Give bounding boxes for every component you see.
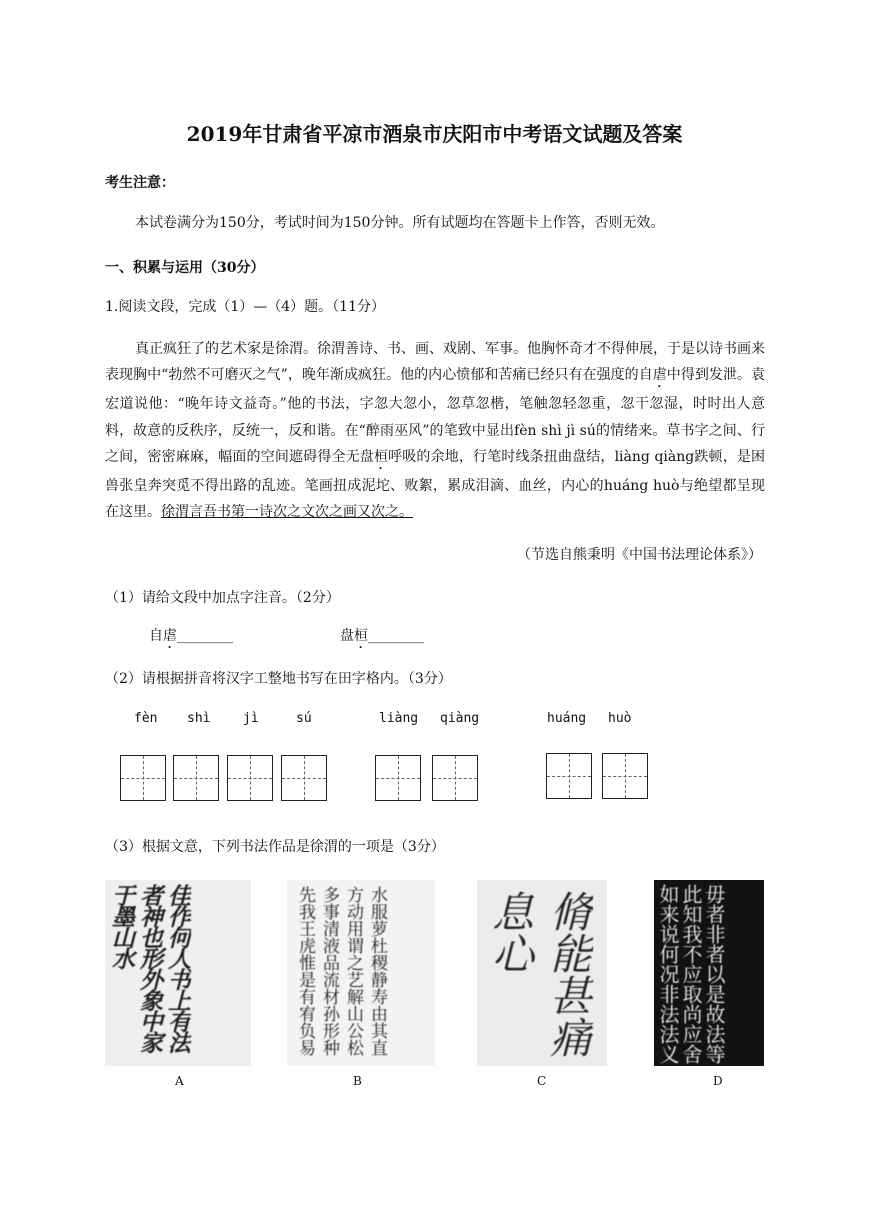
tianzi-box-1[interactable]: [120, 755, 166, 801]
pinyin-qiang: qiàng: [440, 711, 480, 726]
pinyin-liang: liàng: [379, 711, 419, 726]
tianzi-box-3[interactable]: [227, 755, 273, 801]
notice-text: 本试卷满分为150分，考试时间为150分钟。所有试题均在答题卡上作答，否则无效。: [135, 215, 665, 231]
blank-2-line[interactable]: ________: [368, 628, 424, 644]
calligraphy-image-a[interactable]: [105, 880, 251, 1066]
pinyin-ji: jì: [243, 711, 259, 726]
question-1-1: （1）请给文段中加点字注音。（2分）: [105, 590, 340, 606]
tianzi-box-5[interactable]: [375, 755, 421, 801]
calligraphy-image-d[interactable]: [654, 880, 764, 1066]
calligraphy-b-strokes: 水服萝杜稷静寿由其直方动用谓之艺解山公松多事清液品流材孙形种先我王虎惟是有宥负易: [295, 886, 387, 1056]
calligraphy-c-strokes: 脩能甚痛息心: [486, 890, 593, 1058]
tianzi-box-8[interactable]: [602, 753, 648, 799]
calligraphy-d-strokes: 毋者非者以是故法等此知我不应取尚应舍如来说何况非法法义: [656, 884, 726, 1064]
passage-part-1: 真正疯狂了的艺术家是徐渭。徐渭善诗、书、画、戏剧、军事。他胸怀奇才不得伸展，于是以诗书画来表现胸中“勃然不可磨灭之气”，晚年渐成疯狂。他的内心愤郁和苦痛已经只有在强度的自: [105, 341, 765, 384]
section-heading: 一、积累与运用（30分）: [105, 260, 265, 276]
question-1: 1.阅读文段，完成（1）—（4）题。（11分）: [105, 299, 385, 315]
pinyin-shi: shì: [187, 711, 211, 726]
tianzi-box-6[interactable]: [432, 755, 478, 801]
pinyin-huang: huáng: [547, 711, 587, 726]
dotted-char-1: 虐: [652, 367, 667, 384]
calligraphy-image-c[interactable]: [477, 880, 607, 1066]
pinyin-fen: fèn: [134, 711, 158, 726]
question-1-2: （2）请根据拼音将汉字工整地书写在田字格内。（3分）: [105, 671, 452, 687]
option-b-label: B: [353, 1074, 362, 1088]
question-1-3: （3）根据文意，下列书法作品是徐渭的一项是（3分）: [105, 839, 445, 855]
option-a-label: A: [175, 1074, 184, 1088]
page-title: 2019年甘肃省平凉市酒泉市庆阳市中考语文试题及答案: [186, 122, 683, 146]
blank-1-line[interactable]: ________: [177, 628, 233, 644]
notice-heading: 考生注意：: [105, 175, 175, 191]
option-d-label: D: [713, 1074, 723, 1088]
tianzi-box-4[interactable]: [281, 755, 327, 801]
pinyin-su: sú: [296, 711, 312, 726]
pinyin-huo: huò: [608, 711, 632, 726]
dotted-char-2: 桓: [373, 448, 389, 465]
passage-part-2: 中得到发泄。袁宏道说他：“晚年诗文益奇。”他的书法，字忽大忽小，忽草忽楷，笔触忽轻忽重，忽干忽湿，时时出人意料，故意的反秩序，反统一，反和谐。在“醉雨巫风”的笔致中显出fèn shì jì sú的情绪来。草书字之间、行之间，密密麻麻，幅面的空间遮碍得全无盘: [105, 367, 766, 465]
tianzi-box-2[interactable]: [173, 755, 219, 801]
blank-1-char: 自: [149, 628, 163, 644]
source-citation: （节选自熊秉明《中国书法理论体系》）: [517, 547, 762, 563]
blank-2-char: 盘: [340, 628, 354, 644]
answer-blank-1: [149, 625, 233, 652]
underlined-sentence: 徐渭言吾书第一诗次之文次之画又次之。: [161, 504, 413, 521]
calligraphy-a-strokes: 佳作何人书上有法者神也形外象中家于墨山水: [108, 884, 191, 1052]
tianzi-box-7[interactable]: [546, 753, 592, 799]
blank-2-dotted-char: 桓: [354, 628, 368, 644]
blank-1-dotted-char: 虐: [163, 628, 177, 644]
answer-blank-2: [340, 625, 424, 652]
passage-part-3: 呼吸的余地，行笔时线条扭曲盘结，liàng qiàng跌顿，是困兽张皇奔突觅不得出路的乱迹。笔画扭成泥坨、败絮，累成泪滴、血丝，内心的huáng huò与绝望都呈现在这里。: [105, 448, 766, 521]
calligraphy-image-b[interactable]: [287, 880, 435, 1066]
option-c-label: C: [537, 1074, 547, 1088]
reading-passage: [105, 336, 765, 525]
